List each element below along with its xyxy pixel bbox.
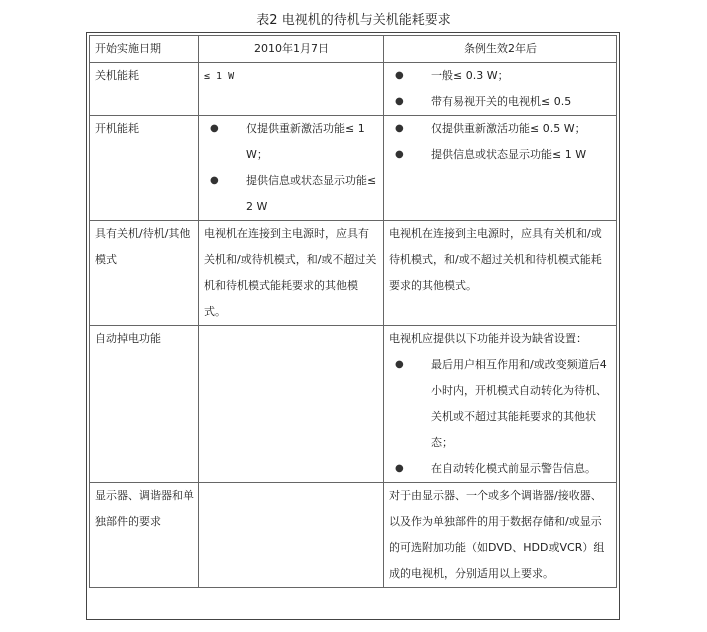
table-caption: 表2 电视机的待机与关机能耗要求 bbox=[256, 13, 451, 28]
off-mode-phase2 bbox=[384, 63, 617, 116]
list-item-text: 在自动转化模式前显示警告信息。 bbox=[431, 462, 596, 475]
table-row-standby bbox=[90, 116, 617, 221]
header-phase2: 条例生效2年后 bbox=[384, 36, 617, 63]
modes-phase1: 电视机在连接到主电源时，应具有关机和/或待机模式，和/或不超过关机和待机模式能耗要求的其他模式。 bbox=[199, 221, 384, 326]
table-row-modes bbox=[90, 221, 617, 326]
list-item bbox=[389, 142, 612, 168]
list-item bbox=[389, 63, 612, 89]
bullet-icon: ● bbox=[395, 149, 404, 160]
list-item bbox=[389, 89, 612, 115]
list-item bbox=[389, 116, 612, 142]
off-mode-phase1 bbox=[199, 63, 384, 116]
bullet-icon: ● bbox=[395, 463, 404, 474]
table-header-row bbox=[90, 36, 617, 63]
list-item bbox=[389, 352, 612, 456]
standby-phase2 bbox=[384, 116, 617, 221]
auto-power-down-phase2 bbox=[384, 326, 617, 483]
list-item-text: 提供信息或状态显示功能≤ 1 W bbox=[431, 148, 587, 161]
modes-phase2: 电视机在连接到主电源时，应具有关机和/或待机模式，和/或不超过关机和待机模式能耗要求的其他模式。 bbox=[384, 221, 617, 326]
list-item-text: 提供信息或状态显示功能≤ 2 W bbox=[246, 174, 377, 213]
row-label: 关机能耗 bbox=[90, 63, 199, 116]
row-label: 自动掉电功能 bbox=[90, 326, 199, 483]
bullet-icon: ● bbox=[395, 123, 404, 134]
standby-phase1 bbox=[199, 116, 384, 221]
list-item bbox=[389, 456, 612, 482]
auto-power-down-intro: 电视机应提供以下功能并设为缺省设置： bbox=[389, 332, 587, 345]
header-phase1: 2010年1月7日 bbox=[199, 36, 384, 63]
list-item-text: 仅提供重新激活功能≤ 0.5 W； bbox=[431, 122, 586, 135]
bullet-icon: ● bbox=[210, 175, 219, 186]
list-item-text: 带有易视开关的电视机≤ 0.5 bbox=[431, 95, 572, 108]
table-row-separate-components bbox=[90, 483, 617, 588]
bullet-icon: ● bbox=[395, 70, 404, 81]
auto-power-down-phase1 bbox=[199, 326, 384, 483]
list-item-text: 一般≤ 0.3 W； bbox=[431, 69, 509, 82]
off-mode-phase1-value: ≤ 1 W bbox=[204, 71, 235, 82]
row-label: 显示器、调谐器和单独部件的要求 bbox=[90, 483, 199, 588]
list-item bbox=[204, 116, 379, 168]
list-item bbox=[204, 168, 379, 220]
list-item-text: 仅提供重新激活功能≤ 1 W； bbox=[246, 122, 365, 161]
bullet-icon: ● bbox=[210, 123, 219, 134]
separate-components-phase2: 对于由显示器、一个或多个调谐器/接收器、以及作为单独部件的用于数据存储和/或显示的可选附加功能（如DVD、HDD或VCR）组成的电视机，分别适用以上要求。 bbox=[384, 483, 617, 588]
bullet-icon: ● bbox=[395, 96, 404, 107]
header-start-date: 开始实施日期 bbox=[90, 36, 199, 63]
row-label: 开机能耗 bbox=[90, 116, 199, 221]
list-item-text: 最后用户相互作用和/或改变频道后4小时内，开机模式自动转化为待机、关机或不超过其能耗要求的其他状态； bbox=[431, 358, 607, 449]
bullet-icon: ● bbox=[395, 359, 404, 370]
table-row-auto-power-down bbox=[90, 326, 617, 483]
tv-energy-requirements-table bbox=[89, 35, 617, 588]
separate-components-phase1 bbox=[199, 483, 384, 588]
table-row-off-mode bbox=[90, 63, 617, 116]
row-label: 具有关机/待机/其他模式 bbox=[90, 221, 199, 326]
